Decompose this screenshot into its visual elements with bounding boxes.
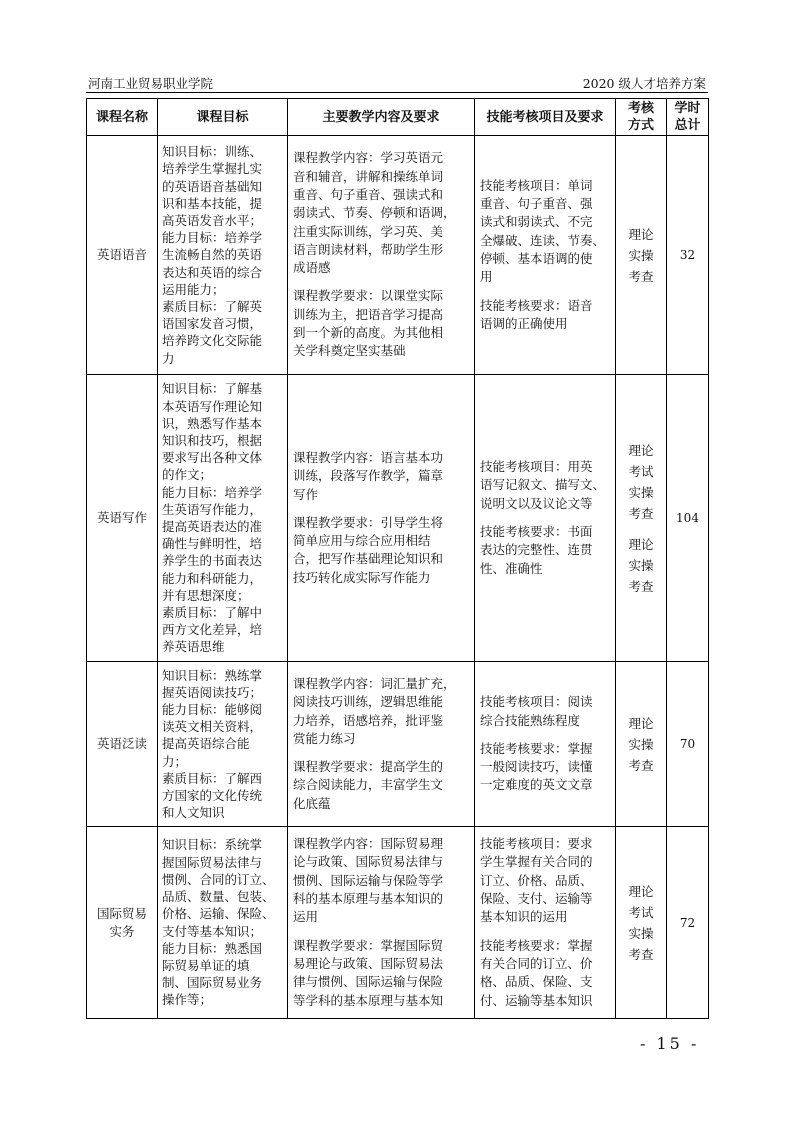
header-hours-line: 学时: [674, 101, 701, 116]
text-line: 生流畅自然的英语: [162, 247, 263, 263]
text-line: 基本知识的运用: [480, 909, 568, 925]
header-hours-line: 总计: [674, 118, 701, 133]
text-line: 训练，段落写作教学，篇章: [293, 468, 444, 484]
header-method-line: 方式: [627, 118, 654, 133]
skill-assessment: [475, 375, 616, 662]
text-line: 课程教学内容：学习英语元: [293, 150, 444, 166]
text-line: 合，把写作基础理论知识和: [293, 551, 444, 567]
text-line: 能力目标：培养学: [162, 484, 263, 500]
teaching-content: [288, 827, 475, 1019]
text-line: 养英语思维: [162, 639, 225, 655]
text-line: 课程教学要求：提高学生的: [293, 759, 444, 775]
text-line: 能力和科研能力，: [162, 570, 263, 586]
text-line: 确性与鲜明性，培: [162, 536, 263, 552]
text-line: 课程教学内容：国际贸易理: [293, 836, 444, 852]
text-line: 知识目标：训练、: [162, 144, 263, 160]
text-line: 课程教学内容：词汇量扩充，: [293, 675, 456, 691]
text-line: 语国家发音习惯，: [162, 316, 263, 332]
text-line: 论与政策、国际贸易法律与: [293, 854, 444, 870]
text-line: 知识和技巧，根据: [162, 432, 263, 448]
text-line: 考查: [628, 578, 654, 594]
text-line: 知识目标：了解基: [162, 381, 263, 397]
spacer: [293, 277, 469, 287]
text-line: 综合技能熟练程度: [480, 712, 581, 728]
text-line: 能力目标：能够阅: [162, 701, 263, 717]
text-line: 素质目标：了解英: [162, 299, 263, 314]
header-assessment-method: [616, 99, 667, 136]
text-line: 表达和英语的综合: [162, 264, 263, 280]
text-line: 技能考核项目：用英: [480, 459, 593, 475]
text-line: 等学科的基本原理与基本知: [293, 992, 444, 1008]
text-line: 制、国际贸易业务: [162, 975, 263, 991]
text-line: 考查: [628, 757, 654, 773]
header-total-hours: [667, 99, 709, 136]
text-line: 考查: [628, 946, 654, 962]
text-line: 价格、运输、保险、: [162, 906, 275, 922]
table-row: [87, 827, 709, 1019]
text-line: 握国际贸易法律与: [162, 854, 263, 870]
text-line: 支付等基本知识；: [162, 923, 263, 939]
spacer: [293, 927, 469, 937]
text-line: 课程教学要求：引导学生将: [293, 514, 444, 530]
text-line: 技巧转化成实际写作能力: [293, 569, 431, 585]
text-line: 高英语发音水平；: [162, 212, 263, 228]
text-line: 力培养，语感培养，批评鉴: [293, 712, 444, 728]
text-line: 运用: [293, 909, 319, 925]
text-line: 技能考核要求：语音: [480, 297, 593, 313]
text-line: 格、品质、保险、支: [480, 974, 593, 990]
text-line: 技能考核要求：掌握: [480, 937, 593, 953]
table-row: [87, 662, 709, 827]
header-method-line: 考核: [627, 101, 654, 116]
text-line: 实操: [628, 925, 654, 941]
text-line: 实操: [628, 247, 654, 263]
text-line: 实操: [628, 484, 654, 500]
text-line: 表达的完整性、连贯: [480, 542, 593, 558]
spacer: [480, 730, 610, 740]
text-line: 实操: [628, 736, 654, 752]
course-goal: [158, 136, 288, 375]
header-teaching-content: 主要教学内容及要求: [288, 99, 475, 136]
total-hours: 32: [667, 136, 709, 375]
assessment-method: [616, 827, 667, 1019]
text-line: 考试: [628, 463, 654, 479]
total-hours: 70: [667, 662, 709, 827]
text-line: 培养跨文化交际能: [162, 333, 263, 349]
text-line: 的英语语音基础知: [162, 178, 263, 194]
text-line: 用: [480, 269, 493, 285]
text-line: 提高英语综合能: [162, 736, 250, 752]
page-header: [86, 72, 708, 93]
text-line: 本英语写作理论知: [162, 398, 263, 414]
text-line: 技能考核项目：单词: [480, 177, 593, 193]
text-line: 重音、句子重音、强: [480, 196, 593, 212]
text-line: 律与惯例、国际运输与保险: [293, 974, 444, 990]
spacer: [480, 927, 610, 937]
text-line: 全爆破、连读、节奏、: [480, 232, 606, 248]
assessment-method: [616, 375, 667, 662]
text-line: 素质目标：了解中: [162, 605, 263, 621]
spacer: [480, 287, 610, 297]
text-line: 读式和弱读式、不完: [480, 214, 593, 230]
header-course-goal: 课程目标: [158, 99, 288, 136]
text-line: 技能考核项目：要求: [480, 836, 593, 852]
assessment-method: [616, 662, 667, 827]
text-line: 易理论与政策、国际贸易法: [293, 955, 444, 971]
skill-assessment: [475, 827, 616, 1019]
text-line: 能力目标：熟悉国: [162, 940, 263, 956]
text-line: 方国家的文化传统: [162, 788, 263, 803]
text-line: 性、准确性: [480, 560, 543, 576]
teaching-content: [288, 136, 475, 375]
text-line: 操作等；: [162, 992, 213, 1008]
text-line: 知识目标：系统掌: [162, 837, 263, 853]
text-line: 注重实际训练，学习英、美: [293, 223, 444, 239]
total-hours: 104: [667, 375, 709, 662]
teaching-content: [288, 662, 475, 827]
spacer: [480, 513, 610, 523]
text-line: 考查: [628, 268, 654, 284]
text-line: 重音、句子重音、强读式和: [293, 186, 444, 202]
text-line: 到一个新的高度。为其他相: [293, 325, 444, 341]
text-line: 有关合同的订立、价: [480, 955, 593, 971]
spacer: [293, 504, 469, 514]
text-line: 训练为主，把语音学习提高: [293, 306, 444, 322]
text-line: 养学生的书面表达: [162, 553, 263, 569]
header-course-name: 课程名称: [87, 99, 158, 136]
text-line: 要求写出各种文体: [162, 450, 263, 466]
text-line: 理论: [628, 442, 654, 458]
course-goal: [158, 827, 288, 1019]
text-line: 惯例、合同的订立、: [162, 871, 275, 887]
course-name: 英语写作: [87, 375, 158, 662]
header-skill-assessment: 技能考核项目及要求: [475, 99, 616, 136]
text-line: 并有思想深度；: [162, 587, 250, 603]
text-line: 提高英语表达的准: [162, 519, 263, 534]
skill-assessment: [475, 136, 616, 375]
text-line: 综合阅读能力，丰富学生文: [293, 777, 444, 793]
text-line: 理论: [628, 715, 654, 731]
text-line: 化底蕴: [293, 795, 331, 811]
text-line: 付、运输等基本知识: [480, 992, 593, 1008]
text-line: 惯例、国际运输与保险等学: [293, 872, 444, 888]
course-name: 英语语音: [87, 136, 158, 375]
table-row: [87, 136, 709, 375]
text-line: 成语感: [293, 260, 331, 276]
text-line: 课程教学要求：掌握国际贸: [293, 937, 444, 953]
text-line: 一定难度的英文文章: [480, 777, 593, 793]
text-line: 赏能力练习: [293, 730, 356, 746]
skill-assessment: [475, 662, 616, 827]
text-line: 实操: [628, 557, 654, 573]
text-line: 课程教学内容：语言基本功: [293, 449, 444, 465]
text-line: 读英文相关资料，: [162, 719, 263, 735]
document-title: 2020 级人才培养方案: [582, 76, 706, 91]
text-line: 识，熟悉写作基本: [162, 415, 263, 431]
page-number: - 15 -: [640, 1034, 700, 1053]
text-line: 识和基本技能，提: [162, 195, 263, 211]
course-goal: [158, 375, 288, 662]
text-line: 运用能力；: [162, 281, 225, 297]
text-line: 培养学生掌握扎实: [162, 161, 263, 177]
text-line: 语言朗读材料，帮助学生形: [293, 241, 444, 257]
text-line: 国际贸易: [96, 905, 147, 921]
text-line: 力；: [162, 753, 188, 769]
table-header-row: [87, 99, 709, 136]
text-line: 技能考核项目：阅读: [480, 694, 593, 710]
text-line: 简单应用与综合应用相结: [293, 533, 431, 549]
text-line: 写作: [293, 486, 319, 502]
text-line: 关学科奠定坚实基础: [293, 343, 406, 359]
text-line: 的作文；: [162, 467, 213, 483]
text-line: 力: [162, 350, 175, 366]
course-name: [87, 827, 158, 1019]
text-line: 订立、价格、品质、: [480, 872, 593, 888]
text-line: 知识目标：熟练掌: [162, 667, 263, 683]
text-line: 音和辅音，讲解和操练单词: [293, 168, 444, 184]
spacer: [617, 524, 665, 534]
spacer: [293, 748, 469, 758]
text-line: 和人文知识: [162, 805, 225, 821]
text-line: 科的基本原理与基本知识的: [293, 891, 444, 907]
course-table: [86, 98, 709, 1019]
text-line: 握英语阅读技巧；: [162, 684, 263, 700]
school-name: 河南工业贸易职业学院: [88, 76, 214, 91]
text-line: 停顿、基本语调的使: [480, 251, 593, 266]
text-line: 素质目标：了解西: [162, 770, 263, 786]
text-line: 弱读式、节奏、停顿和语调，: [293, 205, 456, 221]
course-goal: [158, 662, 288, 827]
text-line: 考试: [628, 904, 654, 920]
text-line: 实务: [109, 923, 135, 939]
text-line: 一般阅读技巧，读懂: [480, 759, 593, 775]
table-row: [87, 375, 709, 662]
text-line: 说明文以及议论文等: [480, 495, 593, 511]
text-line: 阅读技巧训练，逻辑思维能: [293, 694, 444, 710]
text-line: 保险、支付、运输等: [480, 891, 593, 907]
text-line: 能力目标：培养学: [162, 230, 263, 246]
course-name: 英语泛读: [87, 662, 158, 827]
text-line: 语写记叙文、描写文、: [480, 477, 606, 493]
assessment-method: [616, 136, 667, 375]
text-line: 西方文化差异，培: [162, 622, 263, 638]
text-line: 生英语写作能力，: [162, 501, 263, 517]
text-line: 语调的正确使用: [480, 315, 568, 331]
text-line: 考查: [628, 505, 654, 521]
text-line: 技能考核要求：书面: [480, 524, 593, 539]
text-line: 学生掌握有关合同的: [480, 854, 593, 870]
text-line: 课程教学要求：以课堂实际: [293, 288, 444, 304]
total-hours: 72: [667, 827, 709, 1019]
text-line: 理论: [628, 226, 654, 242]
text-line: 技能考核要求：掌握: [480, 740, 593, 756]
text-line: 理论: [628, 536, 654, 552]
teaching-content: [288, 375, 475, 662]
text-line: 际贸易单证的填: [162, 957, 250, 973]
text-line: 理论: [628, 883, 654, 899]
text-line: 品质、数量、包装、: [162, 889, 275, 905]
